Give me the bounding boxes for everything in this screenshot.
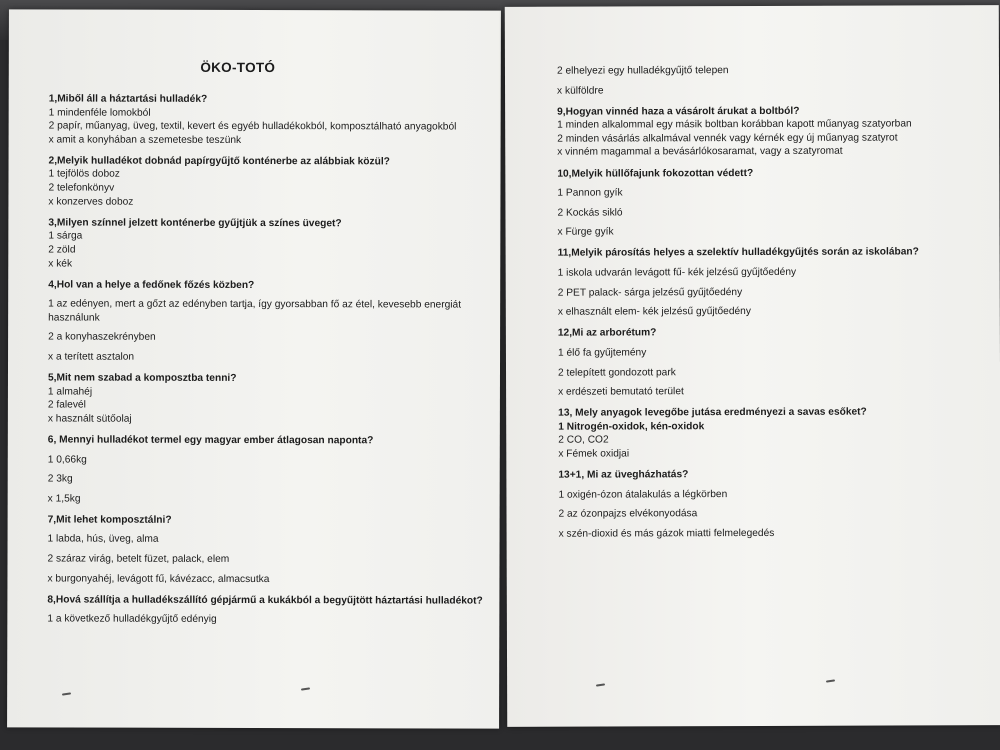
question-block <box>557 104 989 160</box>
answer-option: 2 elhelyezi egy hulladékgyűjtő telepen <box>556 65 729 77</box>
question-block <box>558 467 990 541</box>
question-text: 9,Hogyan vinnéd haza a vásárolt árukat a boltból? <box>557 105 800 118</box>
question-text: 4,Hol van a helye a fedőnek főzés közben? <box>48 279 255 291</box>
answer-option: 2 telepített gondozott park <box>558 366 676 379</box>
answer-option: 2 CO, CO2 <box>558 434 609 447</box>
answer-option: 1 Nitrogén-oxidok, kén-oxidok <box>558 420 705 433</box>
question-block <box>48 154 486 210</box>
question-block <box>557 166 989 240</box>
answer-option: x vinném magammal a bevásárlókosaramat, vagy a szatyromat <box>557 146 843 159</box>
question-text: 13, Mely anyagok levegőbe jutása eredményezi a savas esőket? <box>558 406 867 419</box>
answer-option: 2 minden vásárlás alkalmával vennék vagy kérnék egy új műanyag szatyrot <box>557 132 898 145</box>
answer-option: 1 minden alkalommal egy másik boltban korábban kapott műanyag szatyorban <box>557 118 912 131</box>
answer-option: x a terített asztalon <box>48 351 135 363</box>
question-block <box>47 593 485 627</box>
question-block <box>48 372 486 428</box>
question-block <box>558 325 990 399</box>
question-block <box>49 92 487 148</box>
right-page <box>505 5 1000 727</box>
answer-option: 2 száraz virág, betelt füzet, palack, elem <box>47 553 230 565</box>
answer-option: x használt sütőolaj <box>47 413 132 425</box>
question-text: 5,Mit nem szabad a komposztba tenni? <box>47 372 237 385</box>
answer-option: x burgonyahéj, levágott fű, kávézacc, almacsutka <box>47 573 270 585</box>
answer-option: 1 labda, hús, üveg, alma <box>47 533 159 546</box>
answer-option: 2 Kockás sikló <box>557 207 623 219</box>
answer-option: x konzerves doboz <box>48 196 134 208</box>
question-block <box>558 405 990 461</box>
left-questions <box>47 92 486 627</box>
answer-option: 2 falevél <box>47 399 86 411</box>
answer-option: x Fürge gyík <box>557 226 614 239</box>
question-text: 1,Miből áll a háztartási hulladék? <box>48 93 208 105</box>
answer-option: 1 mindenféle lomokból <box>48 107 151 119</box>
answer-option: x amit a konyhában a szemetesbe teszünk <box>48 134 242 146</box>
answer-option: 2 3kg <box>47 473 73 485</box>
answer-option: 1 a következő hulladékgyűjtő edényig <box>47 613 217 626</box>
question-text: 11,Melyik párosítás helyes a szelektív hulladékgyűjtés során az iskolában? <box>557 246 919 260</box>
question-block <box>48 216 486 272</box>
answer-option: 2 papír, műanyag, üveg, textil, kevert és egyéb hulladékokból, komposztálható anyagokból <box>48 120 457 133</box>
answer-option: x külföldre <box>557 85 604 97</box>
question-text: 2,Melyik hulladékot dobnád papírgyűjtő konténerbe az alábbiak közül? <box>48 155 390 168</box>
right-questions <box>557 63 991 541</box>
page-title: ÖKO-TOTÓ <box>200 59 276 76</box>
answer-option: x 1,5kg <box>47 493 81 505</box>
question-block <box>557 63 989 98</box>
question-text: 6, Mennyi hulladékot termel egy magyar ember átlagosan naponta? <box>47 434 374 447</box>
answer-option: 1 0,66kg <box>47 454 87 466</box>
answer-option: 1 élő fa gyűjtemény <box>557 347 647 359</box>
answer-option: 2 az ózonpajzs elvékonyodása <box>558 508 698 520</box>
answer-option: 2 PET palack- sárga jelzésű gyűjtőedény <box>557 286 743 299</box>
question-block <box>47 513 485 587</box>
answer-option: 1 iskola udvarán levágott fű- kék jelzésű gyűjtőedény <box>557 266 797 279</box>
answer-option: 2 telefonkönyv <box>48 182 115 194</box>
answer-option: 2 zöld <box>48 244 76 256</box>
answer-option: x erdészeti bemutató terület <box>558 386 684 398</box>
answer-option: x elhasznált elem- kék jelzésű gyűjtőedény <box>557 306 751 318</box>
question-text: 7,Mit lehet komposztálni? <box>47 514 172 526</box>
question-block <box>48 433 486 507</box>
answer-option: x kék <box>48 257 73 270</box>
answer-option: 1 az edényen, mert a gőzt az edényben tartja, így gyorsabban fő az étel, kevesebb energiát használunk <box>48 298 462 324</box>
answer-option: x szén-dioxid és más gázok miatti felmelegedés <box>558 527 775 540</box>
answer-option: 1 sárga <box>48 230 83 242</box>
question-text: 3,Milyen színnel jelzett konténerbe gyűjtjük a színes üveget? <box>48 217 342 229</box>
answer-option: 1 Pannon gyík <box>557 187 623 199</box>
answer-option: 1 almahéj <box>47 386 93 398</box>
left-page <box>7 9 501 728</box>
question-block <box>48 278 486 365</box>
question-text: 13+1, Mi az üvegházhatás? <box>558 469 689 481</box>
question-text: 12,Mi az arborétum? <box>557 327 657 339</box>
question-text: 10,Melyik hüllőfajunk fokozottan védett? <box>557 167 754 180</box>
answer-option: 1 oxigén-ózon átalakulás a légkörben <box>558 488 728 501</box>
answer-option: 1 tejfölös doboz <box>48 168 120 181</box>
question-block <box>558 246 990 320</box>
answer-option: 2 a konyhaszekrényben <box>48 331 156 344</box>
answer-option: x Fémek oxidjai <box>558 448 630 460</box>
question-text: 8,Hová szállítja a hulladékszállító gépjármű a kukákból a begyűjtött háztartási hulladékot? <box>47 594 483 607</box>
